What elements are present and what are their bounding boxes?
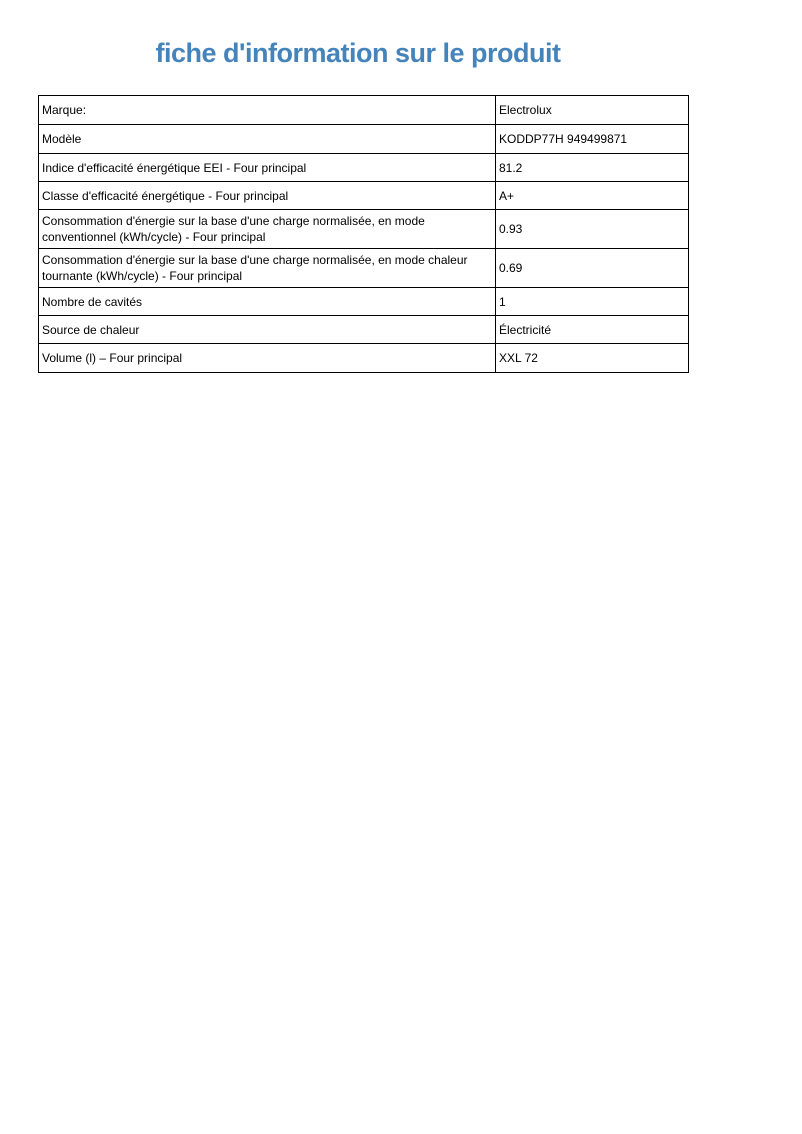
row-value: Électricité [496,316,689,344]
row-label: Classe d'efficacité énergétique - Four principal [39,182,496,210]
table-row [39,249,689,288]
row-label: Nombre de cavités [39,288,496,316]
table-row [39,316,689,344]
page-title: fiche d'information sur le produit [155,38,561,68]
table-row [39,288,689,316]
row-label: Consommation d'énergie sur la base d'une charge normalisée, en mode chaleur tournante (kWh/cycle) - Four principal [39,249,496,288]
table-row [39,210,689,249]
row-value: 0.93 [496,210,689,249]
row-label: Modèle [39,125,496,154]
table-row [39,182,689,210]
table-row [39,344,689,373]
table-row [39,96,689,125]
row-label: Marque: [39,96,496,125]
product-info-table [38,95,689,373]
row-label: Volume (l) – Four principal [39,344,496,373]
table-row [39,154,689,182]
row-label: Indice d'efficacité énergétique EEI - Four principal [39,154,496,182]
row-value: 0.69 [496,249,689,288]
row-value: 81.2 [496,154,689,182]
row-value: Electrolux [496,96,689,125]
row-value: KODDP77H 949499871 [496,125,689,154]
row-value: A+ [496,182,689,210]
row-value: XXL 72 [496,344,689,373]
table-row [39,125,689,154]
row-value: 1 [496,288,689,316]
row-label: Consommation d'énergie sur la base d'une charge normalisée, en mode conventionnel (kWh/cycle) - Four principal [39,210,496,249]
row-label: Source de chaleur [39,316,496,344]
